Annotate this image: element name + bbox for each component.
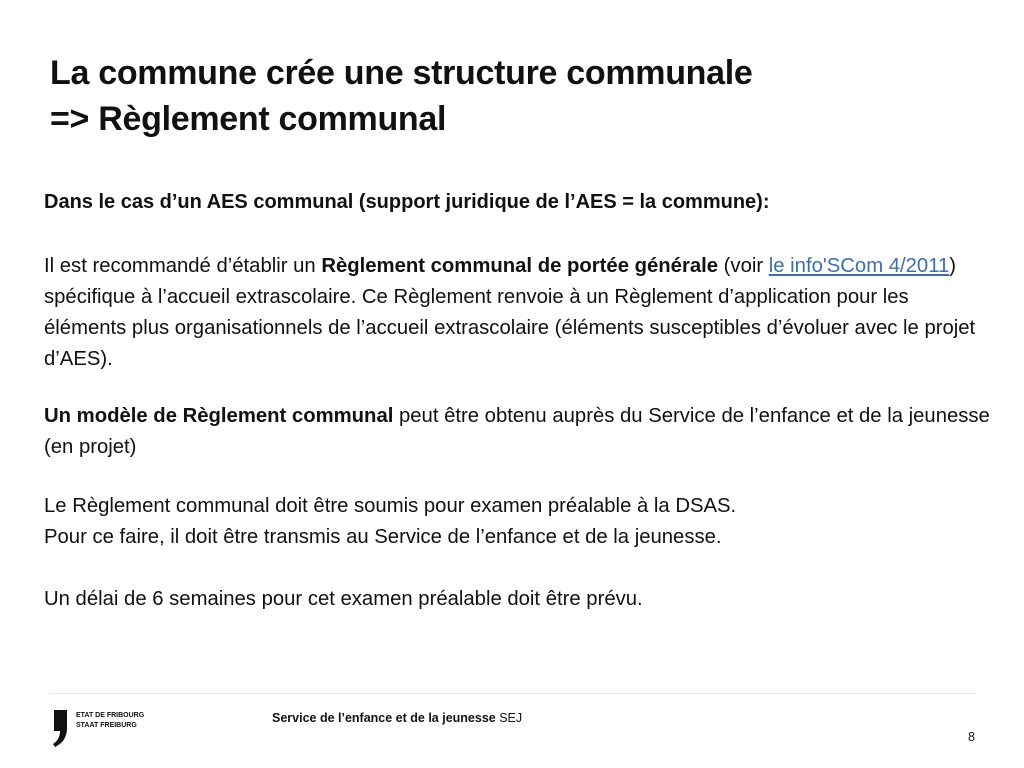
slide-title-line2: => Règlement communal <box>50 100 447 138</box>
slide-body <box>44 186 994 615</box>
paragraph-model <box>44 401 994 463</box>
slide-title-line1: La commune crée une structure communale <box>50 54 753 92</box>
paragraph-submission <box>44 491 994 553</box>
logo-wordmark <box>76 711 144 731</box>
paragraph-recommendation-bold: Règlement communal de portée générale <box>321 255 719 277</box>
paragraph-recommendation-text-start: Il est recommandé d’établir un <box>44 255 322 277</box>
fribourg-logo <box>50 708 190 754</box>
footer-divider <box>50 693 975 694</box>
paragraph-submission-line1: Le Règlement communal doit être soumis pour examen préalable à la DSAS. <box>44 495 737 517</box>
paragraph-model-text: peut être obtenu auprès du Service de l’enfance et de la jeunesse (en projet) <box>44 405 990 458</box>
footer-service-bold: Service de l’enfance et de la jeunesse <box>272 711 496 725</box>
logo-line2: STAAT FREIBURG <box>76 722 137 729</box>
logo-line1: ETAT DE FRIBOURG <box>76 712 145 719</box>
paragraph-recommendation-text-middle: (voir <box>718 255 769 277</box>
slide-title <box>50 50 990 142</box>
info-scom-link[interactable]: le info'SCom 4/2011 <box>768 255 950 277</box>
page-number: 8 <box>968 730 975 744</box>
footer-service-abbr: SEJ <box>495 711 523 725</box>
paragraph-recommendation-text-end: ) spécifique à l’accueil extrascolaire. Ce Règlement renvoie à un Règlement d’application pour les éléments plus organisationnels de l’accueil extrascolaire (éléments susceptibles d’évoluer avec le projet d’AES). <box>44 255 976 370</box>
paragraph-submission-line2: Pour ce faire, il doit être transmis au Service de l’enfance et de la jeunesse. <box>44 526 722 548</box>
paragraph-delay: Un délai de 6 semaines pour cet examen préalable doit être prévu. <box>44 588 643 610</box>
paragraph-model-bold: Un modèle de Règlement communal <box>44 405 394 427</box>
section-heading: Dans le cas d’un AES communal (support juridique de l’AES = la commune): <box>44 191 770 213</box>
fribourg-comma-icon <box>50 708 72 748</box>
footer-service-name <box>272 710 522 726</box>
paragraph-recommendation <box>44 251 994 375</box>
